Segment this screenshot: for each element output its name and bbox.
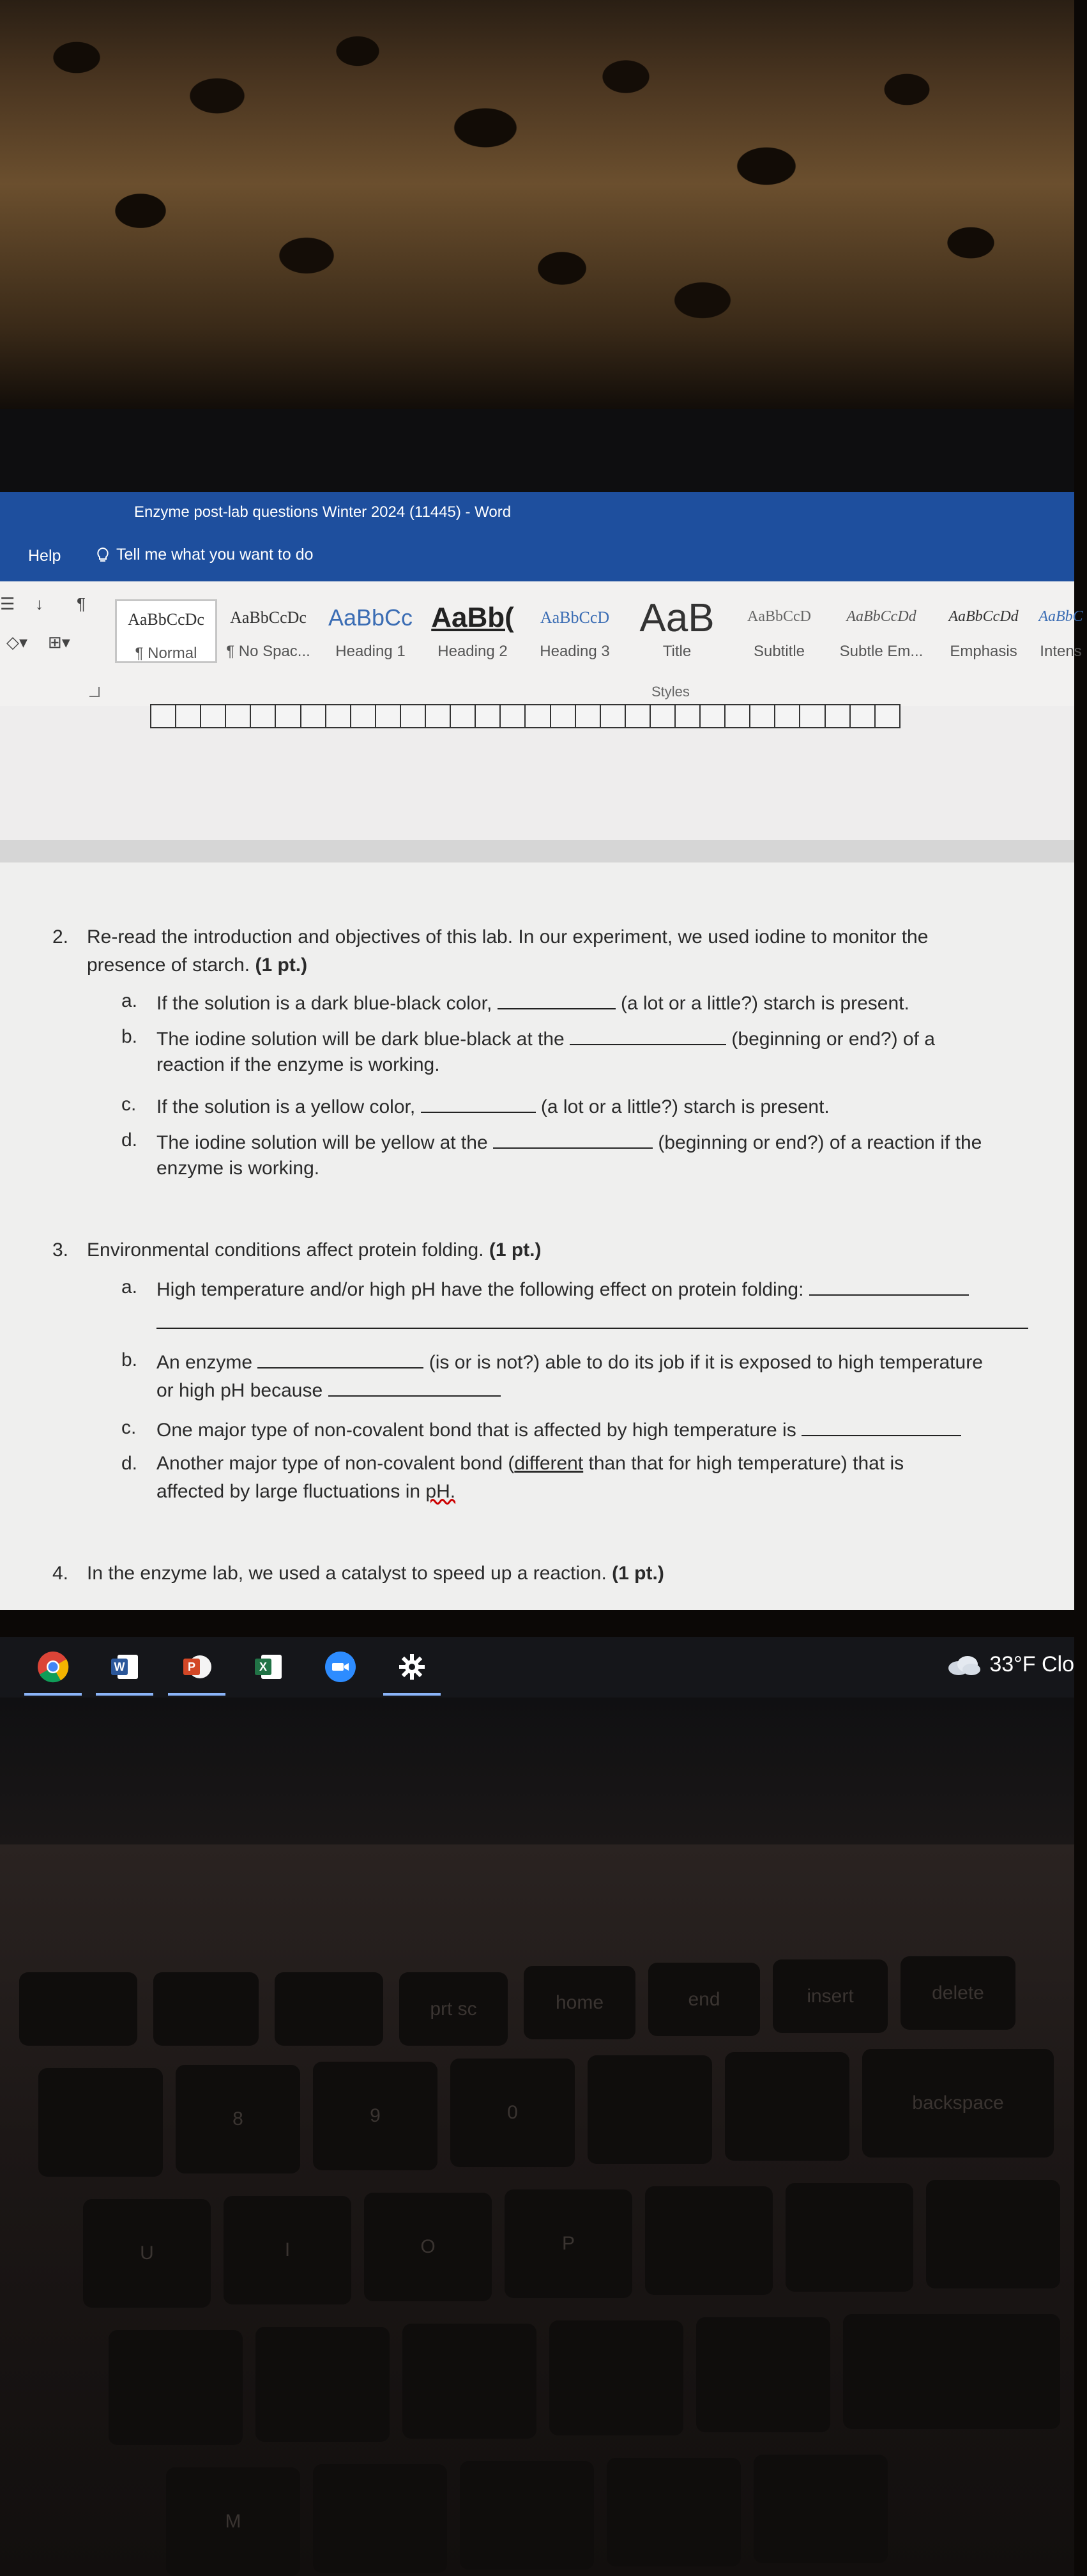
- q2a-blank[interactable]: [498, 990, 616, 1009]
- align-icon[interactable]: ☰: [0, 594, 15, 613]
- weather-text: 33°F Clo: [989, 1652, 1074, 1676]
- styles-group-label: Styles: [651, 684, 690, 700]
- q3d-spellcheck-word: pH.: [425, 1481, 456, 1502]
- style-subtitle[interactable]: AaBbCcD Subtitle: [747, 608, 811, 660]
- key: [645, 2186, 773, 2295]
- q2b-line2: reaction if the enzyme is working.: [156, 1054, 440, 1075]
- q3a-blank[interactable]: [809, 1276, 969, 1296]
- word-icon[interactable]: [109, 1651, 141, 1683]
- key: [725, 2052, 849, 2161]
- window-title: Enzyme post-lab questions Winter 2024 (11445) - Word: [134, 503, 512, 521]
- q3d-text: Another major type of non-covalent bond (different than that for high temperature) that is: [156, 1453, 904, 1474]
- key-9: 9: [313, 2062, 437, 2170]
- key-delete: delete: [901, 1956, 1015, 2030]
- key-end: end: [648, 1963, 760, 2036]
- q3b-blank[interactable]: [257, 1349, 423, 1368]
- q2b-letter: b.: [121, 1026, 138, 1047]
- q3a-answer-line[interactable]: [156, 1310, 1028, 1329]
- q3b-letter: b.: [121, 1349, 138, 1370]
- q2c-blank[interactable]: [421, 1094, 536, 1113]
- key: [460, 2461, 594, 2570]
- style-subtle-emphasis[interactable]: AaBbCcDd Subtle Em...: [839, 608, 924, 660]
- q4-number: 4.: [52, 1563, 69, 1584]
- lightbulb-icon: [96, 547, 110, 564]
- key: [588, 2055, 712, 2164]
- q2-line2: presence of starch. (1 pt.): [87, 954, 308, 976]
- q2-points: (1 pt.): [255, 954, 308, 976]
- key: [255, 2327, 390, 2442]
- key: [402, 2324, 536, 2439]
- word-active-indicator: [96, 1693, 153, 1696]
- q3-number: 3.: [52, 1239, 69, 1261]
- weather-widget[interactable]: [946, 1652, 1074, 1677]
- q3b-line2: or high pH because: [156, 1377, 501, 1402]
- key-i: I: [224, 2196, 351, 2304]
- key-u: U: [83, 2199, 211, 2308]
- q3d-underlined-word: different: [514, 1453, 584, 1474]
- paragraph-controls: [0, 594, 115, 658]
- menu-help[interactable]: Help: [28, 547, 61, 565]
- settings-active-indicator: [383, 1693, 441, 1696]
- key: [549, 2320, 683, 2435]
- q2-number: 2.: [52, 926, 69, 947]
- style-no-spacing[interactable]: AaBbCcDc ¶ No Spac...: [226, 608, 310, 660]
- style-heading-3[interactable]: AaBbCcD Heading 3: [540, 608, 610, 660]
- tell-me-label: Tell me what you want to do: [116, 546, 314, 564]
- q2d-letter: d.: [121, 1130, 138, 1151]
- chrome-active-indicator: [24, 1693, 82, 1696]
- key: [313, 2464, 447, 2573]
- table-fragment: [150, 704, 901, 728]
- shading-icon[interactable]: ◇▾: [6, 632, 28, 652]
- q2-line1: Re-read the introduction and objectives of this lab. In our experiment, we used iodine to monitor the: [87, 926, 929, 947]
- key-backspace: backspace: [862, 2049, 1054, 2158]
- q3d-letter: d.: [121, 1453, 138, 1474]
- key-m: M: [166, 2467, 300, 2576]
- key: [153, 1972, 259, 2046]
- q3c-text: One major type of non-covalent bond that is affected by high temperature is: [156, 1417, 961, 1441]
- q3c-letter: c.: [121, 1417, 137, 1438]
- svg-text:W: W: [114, 1660, 125, 1673]
- q3b-because-blank[interactable]: [328, 1377, 501, 1397]
- screen-bezel-top: [0, 409, 1074, 492]
- q2d-text: The iodine solution will be yellow at the (beginning or end?) of a reaction if the: [156, 1130, 982, 1154]
- settings-icon[interactable]: [396, 1651, 428, 1683]
- excel-icon[interactable]: [252, 1651, 284, 1683]
- taskbar: [0, 1637, 1074, 1698]
- laptop-lower-bezel: [0, 1698, 1074, 1844]
- key-o: O: [364, 2193, 492, 2301]
- paragraph-dialog-launcher-icon[interactable]: [89, 687, 100, 697]
- zoom-icon[interactable]: [324, 1651, 356, 1683]
- tell-me-search[interactable]: [96, 546, 314, 564]
- svg-text:P: P: [187, 1660, 196, 1673]
- key: [696, 2317, 830, 2432]
- svg-text:X: X: [259, 1660, 268, 1673]
- q2c-text: If the solution is a yellow color, (a lot or a little?) starch is present.: [156, 1094, 830, 1118]
- key-home: home: [524, 1966, 635, 2039]
- powerpoint-active-indicator: [168, 1693, 225, 1696]
- sort-icon[interactable]: ↓: [35, 594, 43, 613]
- key: [38, 2068, 163, 2177]
- style-title[interactable]: AaB Title: [639, 596, 715, 660]
- key: [754, 2455, 888, 2563]
- q3b-text: An enzyme (is or is not?) able to do its job if it is exposed to high temperature: [156, 1349, 983, 1374]
- styles-gallery: [115, 596, 1087, 670]
- q3a-letter: a.: [121, 1276, 138, 1298]
- background-leopard-fabric: [0, 0, 1074, 409]
- chrome-icon[interactable]: [37, 1651, 69, 1683]
- q3d-line2: affected by large fluctuations in pH.: [156, 1481, 456, 1502]
- key-prt-sc: prt sc: [399, 1972, 508, 2046]
- key-8: 8: [176, 2065, 300, 2174]
- style-normal[interactable]: AaBbCcDc ¶ Normal: [115, 599, 217, 663]
- key: [843, 2314, 1060, 2429]
- key: [19, 1972, 137, 2046]
- cloud-icon: [946, 1654, 982, 1676]
- q2b-blank[interactable]: [570, 1026, 726, 1045]
- key-insert: insert: [773, 1959, 888, 2033]
- key: [786, 2183, 913, 2292]
- key-0: 0: [450, 2058, 575, 2167]
- document-page[interactable]: [0, 862, 1074, 1610]
- q4-points: (1 pt.): [612, 1563, 664, 1584]
- q2b-text: The iodine solution will be dark blue-black at the (beginning or end?) of a: [156, 1026, 935, 1050]
- borders-icon[interactable]: ⊞▾: [48, 632, 70, 652]
- q2d-line2: enzyme is working.: [156, 1158, 320, 1179]
- q2a-text: If the solution is a dark blue-black color, (a lot or a little?) starch is present.: [156, 990, 909, 1015]
- page-break-gap: [0, 840, 1074, 862]
- q3c-blank[interactable]: [802, 1417, 961, 1436]
- style-intense[interactable]: AaBbC Intens: [1038, 608, 1083, 660]
- q2c-letter: c.: [121, 1094, 137, 1115]
- q3-points: (1 pt.): [489, 1239, 542, 1261]
- key: [275, 1972, 383, 2046]
- key: [926, 2180, 1060, 2288]
- laptop-keyboard: [0, 1844, 1074, 2576]
- q3-text: Environmental conditions affect protein folding. (1 pt.): [87, 1239, 542, 1261]
- q4-text: In the enzyme lab, we used a catalyst to speed up a reaction. (1 pt.): [87, 1563, 664, 1584]
- key: [607, 2458, 741, 2566]
- style-heading-1[interactable]: AaBbCc Heading 1: [328, 604, 413, 660]
- style-heading-2[interactable]: AaBb( Heading 2: [431, 602, 514, 660]
- window-titlebar: [0, 492, 1074, 530]
- powerpoint-icon[interactable]: [181, 1651, 213, 1683]
- pilcrow-icon[interactable]: ¶: [77, 594, 86, 613]
- ribbon-home: [0, 581, 1083, 707]
- menu-bar: [0, 530, 1074, 581]
- style-emphasis[interactable]: AaBbCcDd Emphasis: [948, 608, 1019, 660]
- key-p: P: [505, 2189, 632, 2298]
- key: [109, 2330, 243, 2445]
- q2a-letter: a.: [121, 990, 138, 1011]
- q3a-text: High temperature and/or high pH have the following effect on protein folding:: [156, 1276, 969, 1301]
- q2d-blank[interactable]: [493, 1130, 653, 1149]
